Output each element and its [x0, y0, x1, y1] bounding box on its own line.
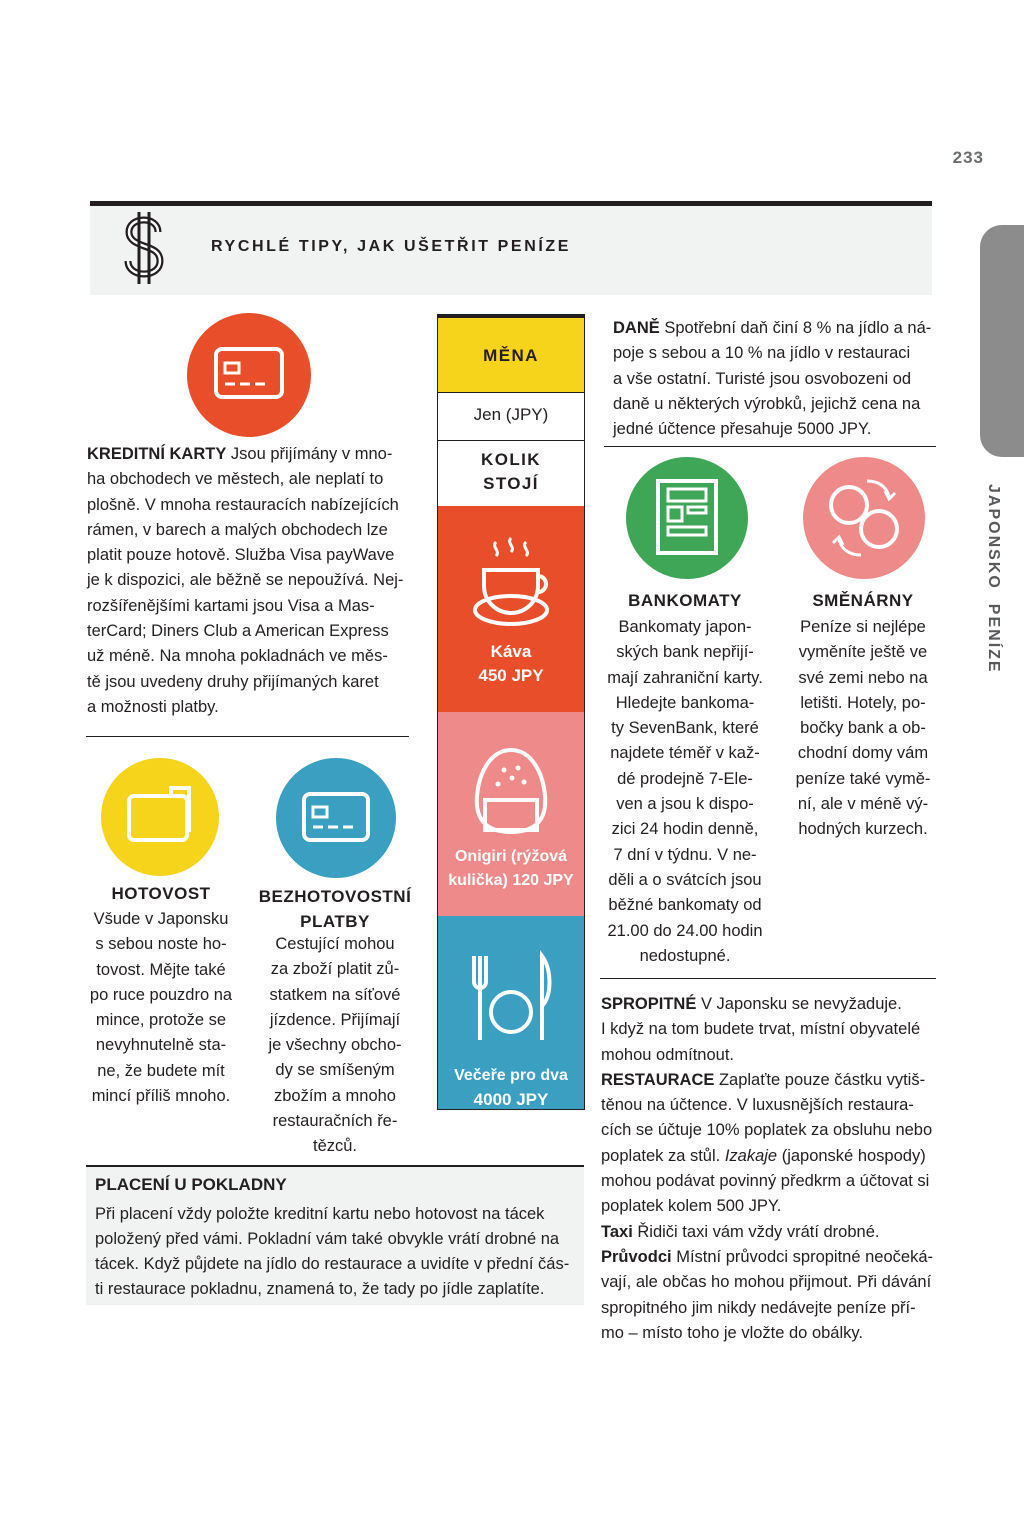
text-line: rámen, v barech a malých obchodech lze: [87, 520, 388, 539]
checkout-text: [95, 1202, 581, 1302]
dinner-cell: [438, 916, 584, 1110]
lead-in: DANĚ: [613, 319, 660, 337]
side-label: [970, 484, 1004, 694]
text-line: daně u některých výrobků, jejichž cena na: [613, 394, 921, 413]
cashless-title-line: BEZHOTOVOSTNÍ: [258, 887, 412, 906]
cost-label-cell: [438, 441, 584, 506]
text-line: tězců.: [312, 1137, 358, 1156]
cash-text: [80, 907, 242, 1109]
text-line: platit pouze hotově. Služba Visa payWave: [87, 546, 395, 565]
dinner-label: Večeře pro dva: [454, 1067, 568, 1084]
text-line: SPROPITNÉ V Japonsku se nevyžaduje.: [601, 995, 902, 1013]
text-line: je všechny obcho-: [268, 1036, 402, 1055]
coffee-price: 450 JPY: [478, 666, 544, 685]
text-line: mo – místo toho je vložte do obálky.: [601, 1323, 863, 1342]
text-line: poplatek kolem 500 JPY.: [601, 1197, 782, 1216]
wallet-icon: [101, 758, 219, 876]
lead-in: SPROPITNÉ: [601, 995, 697, 1013]
text-line: poplatek za stůl. Izakaje (japonské hospody): [601, 1146, 926, 1165]
currency-value-cell: [438, 393, 584, 441]
cashless-title-line: PLATBY: [300, 912, 370, 931]
onigiri-price: kulička) 120 JPY: [448, 872, 574, 889]
header-title: RYCHLÉ TIPY, JAK UŠETŘIT PENÍZE: [211, 238, 572, 255]
text-line: zbožím a mnoho: [274, 1086, 396, 1105]
card-icon: [276, 758, 396, 878]
atms-title: BANKOMATY: [628, 591, 742, 610]
text-line: ských bank nepřijí-: [616, 643, 754, 662]
credit-card-icon: [187, 313, 311, 437]
text-line: mince, protože se: [95, 1011, 227, 1030]
text-line: Taxi Řidiči taxi vám vždy vrátí drobné.: [601, 1222, 880, 1241]
currency-exchange-icon: [803, 457, 925, 579]
divider: [86, 736, 409, 737]
cashless-title: [254, 884, 416, 934]
text-line: Všude v Japonsku: [93, 910, 229, 928]
text-line: I když na tom budete trvat, místní obyvatelé: [601, 1020, 921, 1039]
lead-in: Průvodci: [601, 1247, 672, 1266]
text-line: restauračních ře-: [272, 1112, 398, 1131]
text-line: mají zahraniční karty.: [607, 668, 763, 687]
onigiri-cell: [438, 712, 584, 916]
dinner-price: 4000 JPY: [473, 1090, 549, 1109]
text-line: tácek. Když půjdete na jídlo do restaurace a uvidíte v přední čás-: [95, 1255, 570, 1273]
text-line: dé prodejně 7-Ele-: [617, 769, 753, 788]
text-line: spropitného jim nikdy nedávejte peníze pří-: [601, 1298, 916, 1317]
text-line: nedostupné.: [639, 946, 731, 965]
text-line: ne, že budete mít: [97, 1061, 225, 1080]
text-line: po ruce pouzdro na: [89, 985, 233, 1004]
exchange-text: [784, 615, 942, 843]
text-line: běžné bankomaty od: [608, 896, 762, 915]
checkout-title: PLACENÍ U POKLADNY: [95, 1175, 287, 1194]
text-line: plošně. V mnoha restauracích nabízejících: [87, 495, 399, 514]
text-line: RESTAURACE Zaplaťte pouze částku vytiš-: [601, 1070, 926, 1089]
atm-icon: [626, 457, 748, 579]
text-line: položený před vámi. Pokladní vám také obvykle vrátí drobné na: [95, 1230, 560, 1248]
currency-label-cell: [438, 318, 584, 393]
side-label-topic: PENÍZE: [985, 603, 1002, 674]
tips-text: [601, 992, 946, 1346]
divider: [600, 978, 936, 979]
text-line: Hledejte bankoma-: [615, 693, 755, 712]
text-line: peníze také vymě-: [795, 769, 931, 788]
text-line: najdete téměř v kaž-: [610, 744, 760, 763]
text-line: a vše ostatní. Turisté jsou osvobozeni od: [613, 369, 912, 388]
cost-label-line: STOJÍ: [483, 474, 539, 493]
text-line: poje s sebou a 10 % na jídlo v restauraci: [613, 344, 911, 363]
text-line: rozšířenějšími kartami jsou Visa a Mas-: [87, 596, 375, 615]
text-line: nevyhnutelně sta-: [95, 1036, 227, 1055]
text-line: Při placení vždy položte kreditní kartu nebo hotovost na tácek: [95, 1205, 545, 1223]
text-line: 7 dní v týdnu. V ne-: [613, 845, 757, 864]
taxes-text: [613, 316, 943, 442]
text-line: těnou na účtence. V luxusnějších restaura-: [601, 1096, 914, 1115]
text-line: mohou odmítnout.: [601, 1045, 734, 1064]
text-line: cích se účtuje 10% poplatek za obsluhu nebo: [601, 1121, 933, 1140]
lead-in: Taxi: [601, 1222, 633, 1241]
coffee-label: Káva: [490, 642, 532, 661]
text-line: už méně. Na mnoha pokladnách ve měs-: [87, 647, 388, 666]
text-line: 21.00 do 24.00 hodin: [607, 921, 763, 940]
text-line: ven a jsou k dispo-: [616, 795, 754, 814]
text-line: Průvodci Místní průvodci spropitné neočeká-: [601, 1247, 933, 1266]
page-number: 233: [952, 148, 984, 167]
text-line: Cestující mohou: [275, 935, 395, 953]
currency-label: MĚNA: [483, 346, 539, 365]
text-line: ty SevenBank, které: [611, 719, 759, 738]
divider: [604, 446, 936, 447]
lead-in: RESTAURACE: [601, 1070, 715, 1089]
text-line: za zboží platit zů-: [270, 960, 400, 979]
credit-cards-text: [87, 442, 417, 720]
text-line: chodní domy vám: [797, 744, 929, 763]
text-line: ti restaurace pokladnu, znamená to, že tady po jídle zaplatíte.: [95, 1280, 545, 1298]
side-tab: [980, 225, 1024, 457]
text-line: vají, ale občas ho mohou přijmout. Při dávání: [601, 1273, 932, 1292]
text-line: tě jsou uvedeny druhy přijímaných karet: [87, 672, 379, 691]
text-line: Bankomaty japon-: [618, 618, 752, 636]
text-line: Peníze si nejlépe: [800, 618, 926, 636]
text-line: své zemi nebo na: [798, 668, 928, 687]
cutlery-icon: [438, 950, 584, 1060]
text-line: vyměníte ještě ve: [798, 643, 928, 662]
text-line: ní, ale v méně vý-: [797, 795, 929, 814]
currency-value: Jen (JPY): [473, 405, 549, 424]
text-line: zici 24 hodin denně,: [611, 820, 759, 839]
text-line: mincí příliš mnoho.: [91, 1087, 231, 1106]
dollar-icon: [118, 210, 170, 288]
onigiri-label: Onigiri (rýžová: [454, 848, 568, 865]
text-line: DANĚ Spotřební daň činí 8 % na jídlo a ná-: [613, 319, 932, 337]
text-line: děli a o svátcích jsou: [608, 870, 762, 889]
coffee-cup-icon: [438, 532, 584, 652]
side-label-country: JAPONSKO: [985, 484, 1002, 590]
text-line: jízdence. Přijímají: [269, 1010, 401, 1029]
text-line: hodných kurzech.: [798, 820, 928, 839]
text-line: terCard; Diners Club a American Express: [87, 622, 389, 641]
cash-title: HOTOVOST: [111, 884, 211, 903]
text-line: s sebou noste ho-: [95, 935, 227, 954]
lead-in: KREDITNÍ KARTY: [87, 445, 227, 463]
text-line: statkem na síťové: [269, 985, 401, 1004]
text-line: a možnosti platby.: [87, 697, 219, 716]
text-line: dy se smíšeným: [275, 1061, 395, 1080]
text-line: je k dispozici, ale běžně se nepoužívá. Nej-: [87, 571, 404, 590]
coffee-cell: [438, 506, 584, 712]
cost-label-line: KOLIK: [481, 450, 541, 469]
price-strip: [437, 314, 585, 1110]
text-line: tovost. Mějte také: [96, 960, 226, 979]
text-line: ha obchodech ve městech, ale neplatí to: [87, 470, 384, 489]
atms-text: [597, 615, 773, 969]
text-line: letišti. Hotely, po-: [800, 693, 926, 712]
text-line: mohou podávat povinný předkrm a účtovat si: [601, 1172, 930, 1191]
onigiri-icon: [438, 738, 584, 858]
text-line: KREDITNÍ KARTY Jsou přijímány v mno-: [87, 445, 393, 463]
text-line: jedné účtence přesahuje 5000 JPY.: [613, 420, 872, 439]
text-line: bočky bank a ob-: [800, 719, 926, 738]
exchange-title: SMĚNÁRNY: [812, 591, 914, 610]
cashless-text: [254, 932, 416, 1160]
